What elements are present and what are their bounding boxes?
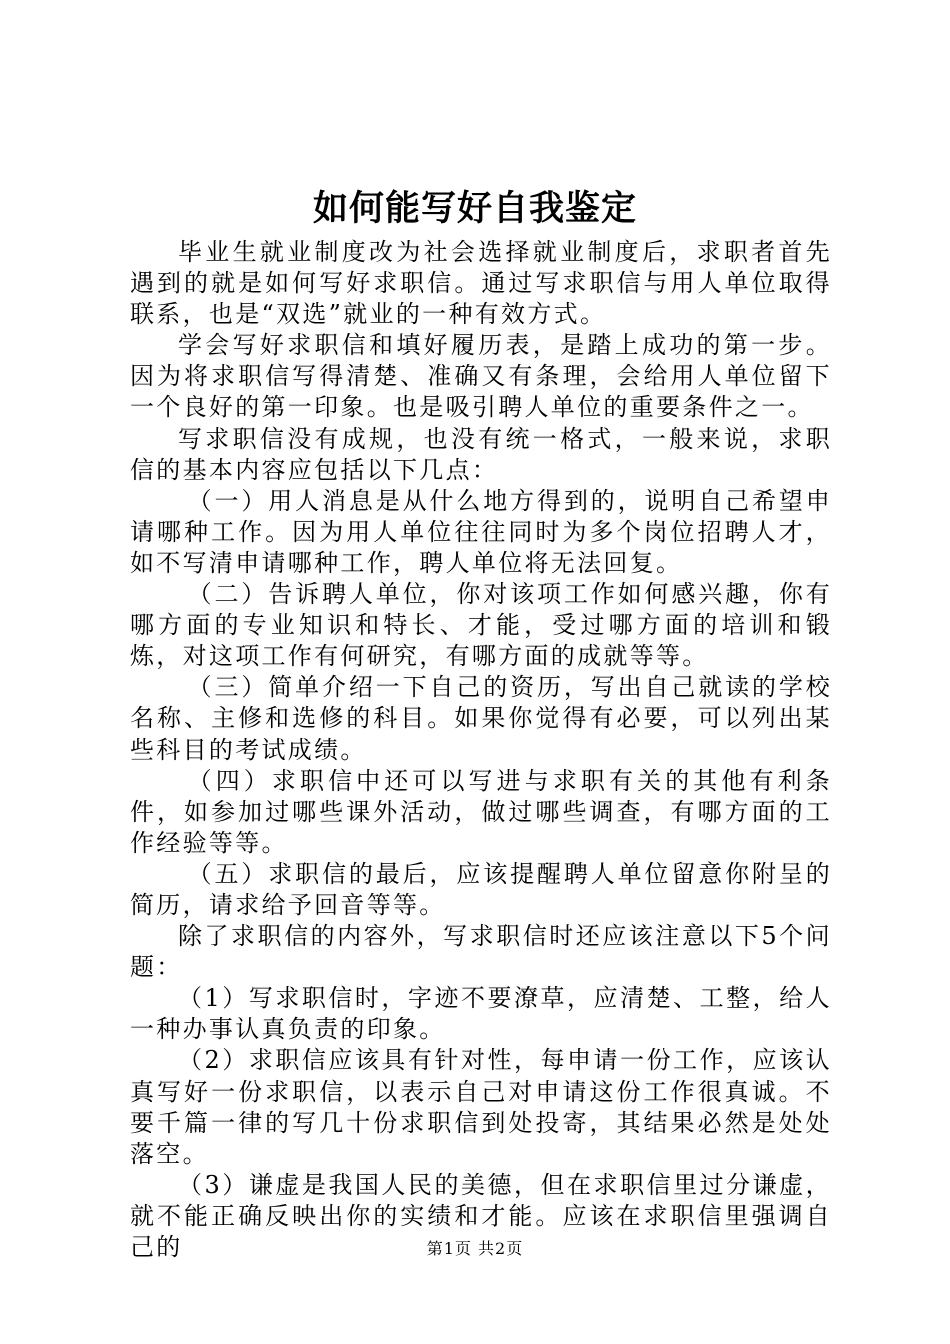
- paragraph: 写求职信没有成规，也没有统一格式，一般来说，求职信的基本内容应包括以下几点：: [130, 424, 832, 484]
- paragraph: 学会写好求职信和填好履历表，是踏上成功的第一步。因为将求职信写得清楚、准确又有条理，会给用人单位留下一个良好的第一印象。也是吸引聘人单位的重要条件之一。: [130, 331, 832, 422]
- document-title: 如何能写好自我鉴定: [312, 188, 637, 229]
- page-footer: 第1页 共2页: [426, 1239, 524, 1258]
- list-item-paragraph: （一）用人消息是从什么地方得到的，说明自己希望申请哪种工作。因为用人单位往往同时为多个岗位招聘人才，如不写清申请哪种工作，聘人单位将无法回复。: [130, 486, 832, 577]
- list-item-paragraph: （3）谦虚是我国人民的美德，但在求职信里过分谦虚，就不能正确反映出你的实绩和才能。应该在求职信里强调自己的: [130, 1170, 832, 1261]
- document-body: [130, 237, 832, 1263]
- list-item-paragraph: （三）简单介绍一下自己的资历，写出自己就读的学校名称、主修和选修的科目。如果你觉得有必要，可以列出某些科目的考试成绩。: [130, 673, 832, 764]
- paragraph: 毕业生就业制度改为社会选择就业制度后，求职者首先遇到的就是如何写好求职信。通过写求职信与用人单位取得联系，也是“双选”就业的一种有效方式。: [130, 238, 832, 329]
- list-item-paragraph: （四）求职信中还可以写进与求职有关的其他有利条件，如参加过哪些课外活动，做过哪些调查，有哪方面的工作经验等等。: [130, 766, 832, 857]
- paragraph: 除了求职信的内容外，写求职信时还应该注意以下5个问题：: [130, 922, 832, 982]
- list-item-paragraph: （二）告诉聘人单位，你对该项工作如何感兴趣，你有哪方面的专业知识和特长、才能，受过哪方面的培训和锻炼，对这项工作有何研究，有哪方面的成就等等。: [130, 580, 832, 671]
- list-item-paragraph: （2）求职信应该具有针对性，每申请一份工作，应该认真写好一份求职信，以表示自己对申请这份工作很真诚。不要千篇一律的写几十份求职信到处投寄，其结果必然是处处落空。: [130, 1046, 832, 1168]
- list-item-paragraph: （五）求职信的最后，应该提醒聘人单位留意你附呈的简历，请求给予回音等等。: [130, 859, 832, 919]
- list-item-paragraph: （1）写求职信时，字迹不要潦草，应清楚、工整，给人一种办事认真负责的印象。: [130, 984, 832, 1044]
